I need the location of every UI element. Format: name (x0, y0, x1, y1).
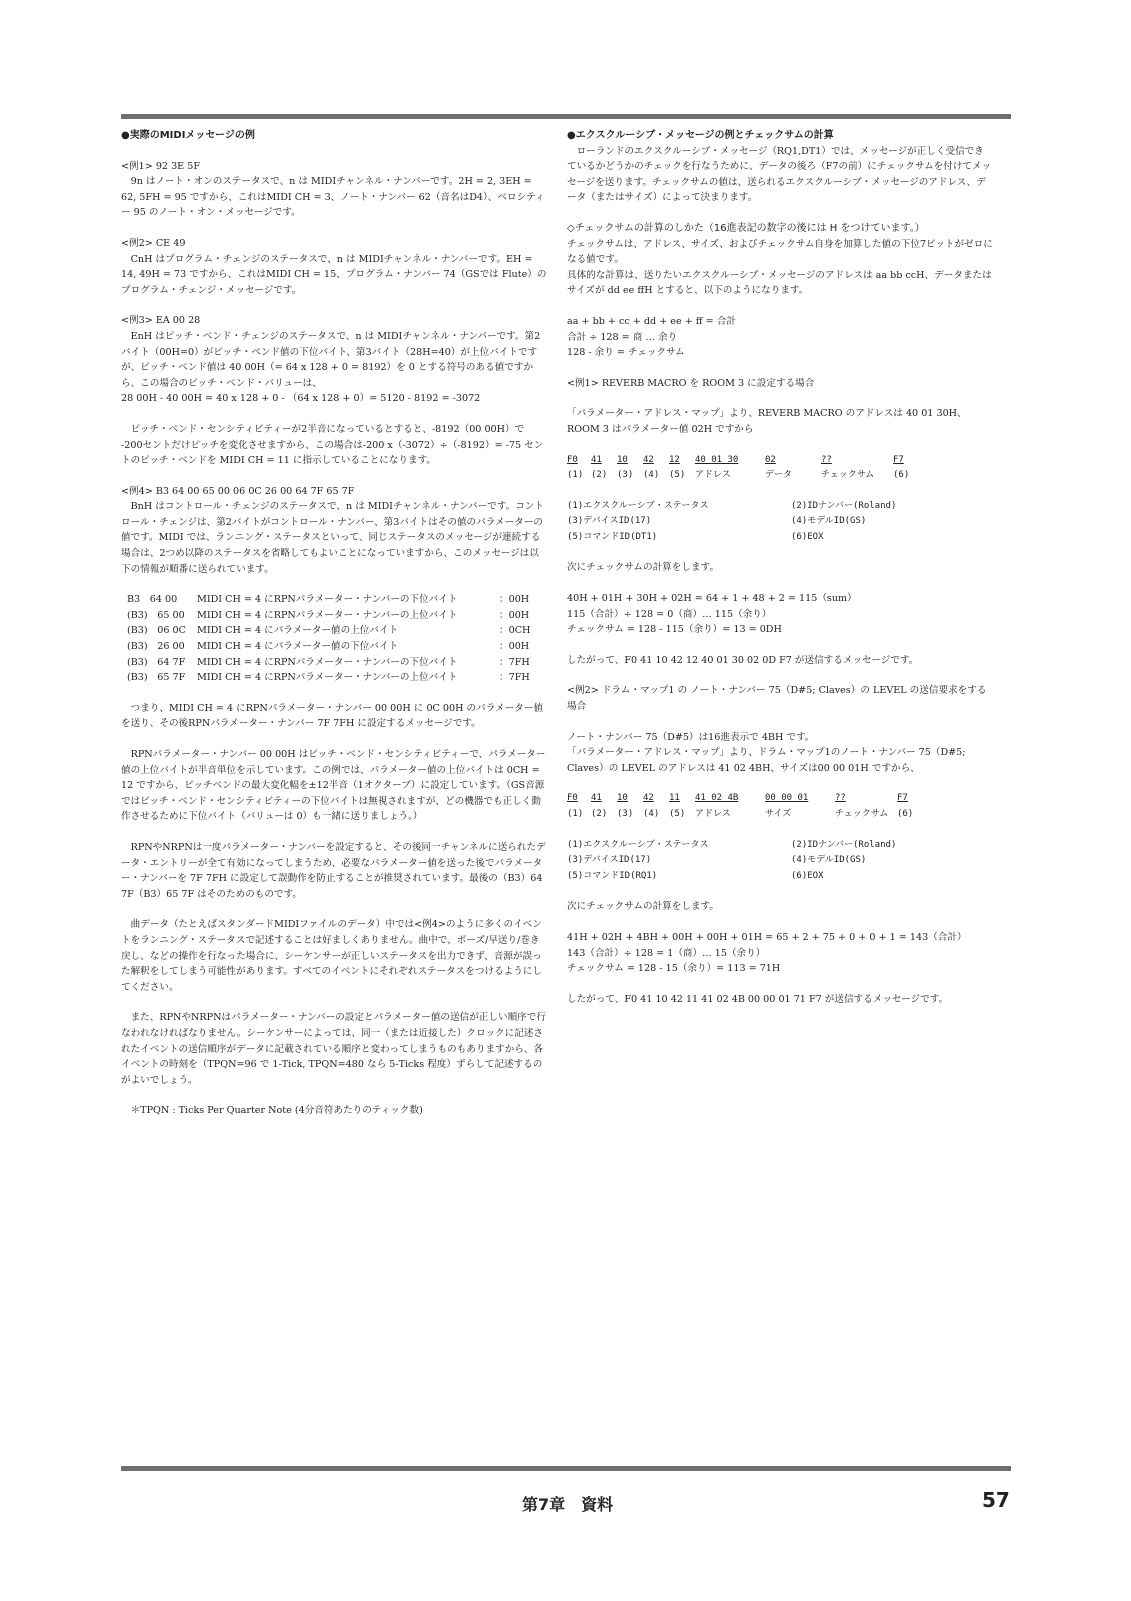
rex2-next: 次にチェックサムの計算をします。 (567, 901, 719, 913)
rex1-calc2: 115（合計）÷ 128 = 0（商）… 115（余り） (567, 608, 772, 620)
desc-cell: MIDI CH = 4 にRPNパラメーター・ナンバーの下位バイト (197, 656, 458, 668)
calc-line3: 128 - 余り = チェックサム (567, 347, 685, 359)
byte-cell: 10 (617, 454, 628, 465)
legend-item: (1)エクスクルーシブ・ステータス (567, 500, 709, 511)
example4-table (127, 592, 530, 686)
example3-body: EnH はピッチ・ベンド・チェンジのステータスで、n は MIDIチャンネル・ナンバーです。第2バイト（00H=0）がピッチ・ベンド値の下位バイト、第3バイト（28H=40）が上位バイトですが、ピッチ・ベンド値は 40 00H（= 64 x 128 + 0 = 8192）を 0 とする符号のある値ですから、この場合のピッチ・ベンド・バリューは、 (121, 330, 541, 389)
rex1-legend (567, 499, 896, 546)
legend-item: (3)デバイスID(17) (567, 855, 652, 866)
label-cell: (1) (567, 809, 584, 819)
checksum-body2: 具体的な計算は、送りたいエクスクルーシブ・メッセージのアドレスは aa bb ccH、データまたはサイズが dd ee ffH とすると、以下のようになります。 (567, 269, 992, 297)
byte-cell: 42 (643, 454, 654, 465)
legend-item: (2)IDナンバー(Roland) (791, 839, 897, 850)
rex2-body1: ノート・ナンバー 75（D#5）は16進表示で 4BH です。 (567, 731, 815, 743)
rex2-title: <例2> ドラム・マップ1 の ノート・ナンバー 75（D#5; Claves）の LEVEL の送信要求をする場合 (567, 685, 987, 713)
rpn-paragraph: RPNパラメーター・ナンバー 00 00H はピッチ・ベンド・センシティビティーで、パラメーター値の上位バイトが半音単位を示しています。この例では、パラメーター値の上位バイトは 0CH = 12 ですから、ピッチベンドの最大変化幅を±12半音（1オクターブ）に設定しています。（GS音源ではピッチ・ベンド・センシティビティーの下位バイトは無視されますが、どの機器でも正しく動作させるために下位バイト（バリューは 0）も一緒に送りましょう。） (121, 749, 546, 823)
legend-row (567, 514, 896, 530)
value-cell: ：7FH (499, 672, 530, 684)
legend-item: (5)コマンドID(RQ1) (567, 870, 658, 881)
legend-item: (3)デバイスID(17) (567, 516, 652, 527)
label-cell: アドレス (695, 809, 731, 819)
label-cell: (4) (643, 809, 660, 819)
bottom-rule (121, 1466, 1011, 1471)
checksum-body1: チェックサムは、アドレス、サイズ、およびチェックサム自身を加算した値の下位7ビットがゼロになる値です。 (567, 238, 993, 266)
rex2-calc1: 41H + 02H + 4BH + 00H + 00H + 01H = 65 + 2 + 75 + 0 + 0 + 1 = 143（合計） (567, 931, 967, 943)
legend-row (567, 853, 896, 869)
calc-line2: 合計 ÷ 128 = 商 … 余り (567, 331, 678, 343)
table-row (127, 592, 530, 608)
section-heading-exclusive: ●エクスクルーシブ・メッセージの例とチェックサムの計算 (567, 130, 834, 141)
rex1-next: 次にチェックサムの計算をします。 (567, 562, 719, 574)
label-cell: データ (765, 470, 793, 481)
table-row (127, 608, 530, 624)
exclusive-intro: ローランドのエクスクルーシブ・メッセージ（RQ1,DT1）では、メッセージが正しく受信できているかどうかのチェックを行なうために、データの後ろ（F7の前）にチェックサムを付けてメッセージを送ります。チェックサムの値は、送られるエクスクルーシブ・メッセージのアドレス、データ（またはサイズ）によって決まります。 (567, 145, 992, 204)
legend-item: (6)EOX (791, 531, 824, 542)
rex1-calc1: 40H + 01H + 30H + 02H = 64 + 1 + 48 + 2 = 115（sum） (567, 593, 857, 605)
table-row (127, 655, 530, 671)
example3-formula: 28 00H - 40 00H = 40 x 128 + 0 - （64 x 128 + 0）= 5120 - 8192 = -3072 (121, 393, 481, 405)
rex1-result: したがって、F0 41 10 42 12 40 01 30 02 0D F7 が送信するメッセージです。 (567, 654, 919, 666)
legend-row (567, 838, 896, 854)
byte-cell: 41 (591, 454, 602, 465)
label-cell: (2) (591, 470, 608, 481)
value-cell: ：00H (499, 609, 530, 621)
code-cell: (B3) 65 7F (127, 672, 186, 684)
example4-body: BnH はコントロール・チェンジのステータスで、n は MIDIチャンネル・ナンバーです。コントロール・チェンジは、第2バイトがコントロール・ナンバー、第3バイトはその値のパラメーターの値です。MIDI では、ランニング・ステータスといって、同じステータスのメッセージが連続する場合は、2つめ以降のステータスを省略してもよいことになっていますから、このメッセージは以下の情報が順番に送られています。 (121, 501, 544, 575)
table-row (127, 670, 530, 686)
rex2-body2: 「パラメーター・アドレス・マップ」より、ドラム・マップ1のノート・ナンバー 75（D#5; Claves）の LEVEL のアドレスは 41 02 4BH、サイズは00 00 01H ですから、 (567, 747, 966, 774)
value-cell: ：7FH (499, 656, 530, 668)
rex2-result: したがって、F0 41 10 42 11 41 02 4B 00 00 01 71 F7 が送信するメッセージです。 (567, 993, 949, 1005)
right-column (567, 128, 993, 1007)
calc-line1: aa + bb + cc + dd + ee + ff = 合計 (567, 315, 736, 327)
label-cell: (5) (669, 470, 686, 481)
example2-title: <例2> CE 49 (121, 237, 186, 249)
example2-body: CnH はプログラム・チェンジのステータスで、n は MIDIチャンネル・ナンバーです。EH = 14, 49H = 73 ですから、これはMIDI CH = 15、プログラム・ナンバー 74（GSでは Flute）のプログラム・チェンジ・メッセージです。 (121, 253, 547, 296)
song-data-paragraph: 曲データ（たとえばスタンダードMIDIファイルのデータ）中では<例4>のように多くのイベントをランニング・ステータスで記述することは好ましくありません。曲中で、ポーズ/早送り/巻き戻し、などの操作を行なった場合に、シーケンサーが正しいステータスを出力できず、音源が誤った解釈をしてしまう可能性があります。すべてのイベントにそれぞれステータスをつけるようにしてください。 (121, 919, 542, 993)
rex1-byte-table (567, 453, 909, 484)
legend-item: (4)モデルID(GS) (791, 855, 867, 866)
byte-cell: 41 02 4B (695, 793, 739, 804)
label-row (567, 468, 909, 484)
table-row (127, 623, 530, 639)
byte-cell: F7 (893, 454, 904, 465)
byte-cell: 02 (765, 454, 776, 465)
code-cell: B3 64 00 (127, 594, 178, 606)
footer-chapter: 第7章 資料 (522, 1495, 614, 1514)
value-cell: ：0CH (499, 625, 531, 637)
nrpn-paragraph: RPNやNRPNは一度パラメーター・ナンバーを設定すると、その後同一チャンネルに送られたデータ・エントリーが全て有効になってしまうため、必要なパラメーター値を送った後でパラメーター・ナンバーを 7F 7FH に設定して誤動作を防止することが推奨されています。最後の（B3）64 7F（B3）65 7F はそのためのものです。 (121, 841, 546, 900)
byte-cell: F0 (567, 793, 578, 804)
label-cell: (3) (617, 809, 634, 819)
rex2-calc3: チェックサム = 128 - 15（余り）= 113 = 71H (567, 963, 781, 975)
rex2-byte-table (567, 791, 913, 822)
byte-cell: 40 01 30 (695, 454, 739, 465)
code-cell: (B3) 64 7F (127, 656, 186, 668)
order-paragraph: また、RPNやNRPNはパラメーター・ナンバーの設定とパラメーター値の送信が正しい順序で行なわれなければなりません。シーケンサーによっては、同一（または近接した）クロックに記述されたイベントの送信順序がデータに記載されている順序と変わってしまうものもありますから、各イベントの時刻を（TPQN=96 で 1-Tick, TPQN=480 なら 5-Ticks 程度）ずらして記述するのがよいでしょう。 (121, 1012, 546, 1086)
code-cell: (B3) 06 0C (127, 625, 186, 637)
footnote: ＊TPQN : Ticks Per Quarter Note (4分音符あたりのティック数) (130, 1105, 423, 1117)
byte-cell: F0 (567, 454, 578, 465)
rex1-calc3: チェックサム = 128 - 115（余り）= 13 = 0DH (567, 624, 782, 636)
byte-cell: ?? (821, 454, 832, 465)
label-cell: (6) (893, 470, 910, 481)
left-column (121, 128, 547, 1119)
byte-cell: ?? (835, 793, 846, 804)
label-cell: (3) (617, 470, 634, 481)
byte-cell: 42 (643, 793, 654, 804)
label-cell: (5) (669, 809, 686, 819)
legend-row (567, 499, 896, 515)
label-cell: アドレス (695, 470, 731, 481)
desc-cell: MIDI CH = 4 にパラメーター値の下位バイト (197, 641, 399, 653)
label-cell: チェックサム (835, 809, 889, 819)
code-cell: (B3) 26 00 (127, 641, 185, 653)
legend-item: (4)モデルID(GS) (791, 516, 867, 527)
checksum-subheading: ◇チェックサムの計算のしかた（16進表記の数字の後には H をつけています。） (567, 222, 925, 234)
byte-row (567, 791, 913, 807)
rex1-body: 「パラメーター・アドレス・マップ」より、REVERB MACRO のアドレスは 40 01 30H、ROOM 3 はパラメーター値 02H ですから (567, 408, 967, 435)
legend-item: (5)コマンドID(DT1) (567, 531, 658, 542)
example3-title: <例3> EA 00 28 (121, 315, 201, 327)
top-rule (121, 114, 1011, 119)
byte-cell: F7 (897, 793, 908, 804)
desc-cell: MIDI CH = 4 にRPNパラメーター・ナンバーの上位バイト (197, 609, 458, 621)
page-number: 57 (982, 1488, 1010, 1512)
label-cell: サイズ (765, 809, 792, 819)
label-cell: (2) (591, 809, 608, 819)
code-cell: (B3) 65 00 (127, 609, 185, 621)
summary-paragraph: つまり、MIDI CH = 4 にRPNパラメーター・ナンバー 00 00H に 0C 00H のパラメーター値を送り、その後RPNパラメーター・ナンバー 7F 7FH に設定するメッセージです。 (121, 702, 544, 730)
legend-row (567, 869, 896, 885)
legend-item: (1)エクスクルーシブ・ステータス (567, 839, 709, 850)
label-cell: (6) (897, 809, 914, 819)
label-cell: (4) (643, 470, 660, 481)
example1-title: <例1> 92 3E 5F (121, 160, 200, 172)
byte-cell: 10 (617, 793, 628, 804)
byte-cell: 12 (669, 454, 680, 465)
table-row (127, 639, 530, 655)
label-row (567, 807, 913, 823)
desc-cell: MIDI CH = 4 にRPNパラメーター・ナンバーの上位バイト (197, 672, 458, 684)
byte-cell: 00 00 01 (765, 793, 809, 804)
desc-cell: MIDI CH = 4 にRPNパラメーター・ナンバーの下位バイト (197, 594, 458, 606)
value-cell: ：00H (499, 594, 530, 606)
legend-item: (6)EOX (791, 870, 824, 881)
section-heading-midi-examples: ●実際のMIDIメッセージの例 (121, 130, 255, 141)
legend-item: (2)IDナンバー(Roland) (791, 500, 897, 511)
rex2-legend (567, 838, 896, 885)
byte-row (567, 453, 909, 469)
rex1-title: <例1> REVERB MACRO を ROOM 3 に設定する場合 (567, 377, 815, 389)
example1-body: 9n はノート・オンのステータスで、n は MIDIチャンネル・ナンバーです。2H = 2, 3EH = 62, 5FH = 95 ですから、これはMIDI CH = 3、ノート・ナンバー 62（音名はD4）、ベロシティー 95 のノート・オン・メッセージです。 (121, 176, 545, 219)
label-cell: チェックサム (821, 470, 875, 481)
legend-row (567, 530, 896, 546)
value-cell: ：00H (499, 641, 530, 653)
desc-cell: MIDI CH = 4 にパラメーター値の上位バイト (197, 625, 399, 637)
rex2-calc2: 143（合計）÷ 128 = 1（商）… 15（余り） (567, 947, 766, 959)
example4-title: <例4> B3 64 00 65 00 06 0C 26 00 64 7F 65 7F (121, 485, 355, 497)
example3-body2: ピッチ・ベンド・センシティビティーが2半音になっているとすると、-8192（00 00H）で -200セントだけピッチを変化させますから、この場合は-200 x（-3072）÷（-8192）= -75 セントのピッチ・ベンドを MIDI CH = 11 に指示していることになります。 (121, 423, 544, 467)
label-cell: (1) (567, 470, 584, 481)
byte-cell: 11 (669, 793, 680, 804)
byte-cell: 41 (591, 793, 602, 804)
